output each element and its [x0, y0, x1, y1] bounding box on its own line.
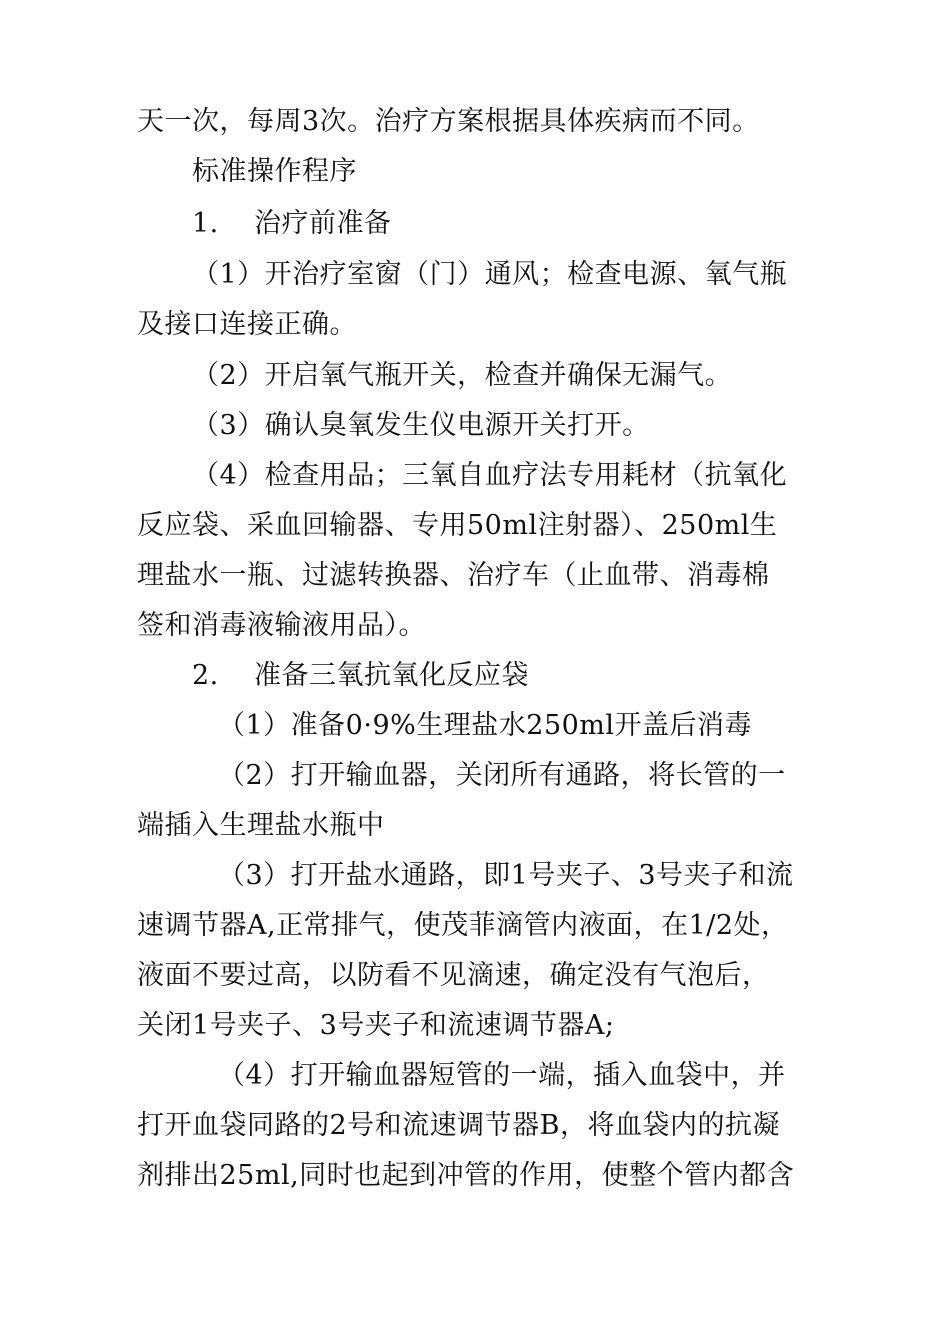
text-line: 打开血袋同路的2号和流速调节器B，将血袋内的抗凝 — [137, 1110, 781, 1141]
text-line: 反应袋、采血回输器、专用50ml注射器）、250ml生 — [137, 510, 778, 541]
text-line: （2）打开输血器，关闭所有通路，将长管的一 — [218, 760, 786, 791]
heading-number: 1. — [192, 208, 219, 239]
section-heading: 标准操作程序 — [192, 156, 357, 187]
text-line: （1）开治疗室窗（门）通风；检查电源、氧气瓶 — [192, 259, 788, 290]
text-line: 天一次，每周3次。治疗方案根据具体疾病而不同。 — [137, 106, 760, 137]
text-line: （3）确认臭氧发生仪电源开关打开。 — [192, 410, 650, 441]
text-line: 液面不要过高，以防看不见滴速，确定没有气泡后， — [137, 960, 770, 991]
text-line: （2）开启氧气瓶开关，检查并确保无漏气。 — [192, 360, 733, 391]
text-line: （1）准备0·9%生理盐水250ml开盖后消毒 — [218, 710, 753, 741]
heading-text: 治疗前准备 — [254, 208, 392, 239]
heading-text: 准备三氧抗氧化反应袋 — [254, 660, 529, 691]
text-line: 速调节器A,正常排气，使茂菲滴管内液面，在1/2处， — [137, 910, 789, 941]
text-line: 端插入生理盐水瓶中 — [137, 810, 385, 841]
text-line: （4）打开输血器短管的一端，插入血袋中，并 — [218, 1060, 786, 1091]
text-line: （4）检查用品；三氧自血疗法专用耗材（抗氧化 — [192, 460, 788, 491]
text-line: （3）打开盐水通路，即1号夹子、3号夹子和流 — [218, 860, 794, 891]
text-line: 及接口连接正确。 — [137, 309, 357, 340]
text-line: 签和消毒液输液用品）。 — [137, 610, 426, 641]
text-line: 理盐水一瓶、过滤转换器、治疗车（止血带、消毒棉 — [137, 560, 770, 591]
text-line: 剂排出25ml,同时也起到冲管的作用，使整个管内都含 — [137, 1160, 795, 1191]
numbered-heading — [192, 658, 529, 694]
heading-number: 2. — [192, 660, 219, 691]
text-line: 关闭1号夹子、3号夹子和流速调节器A; — [137, 1010, 615, 1041]
numbered-heading — [192, 206, 392, 242]
